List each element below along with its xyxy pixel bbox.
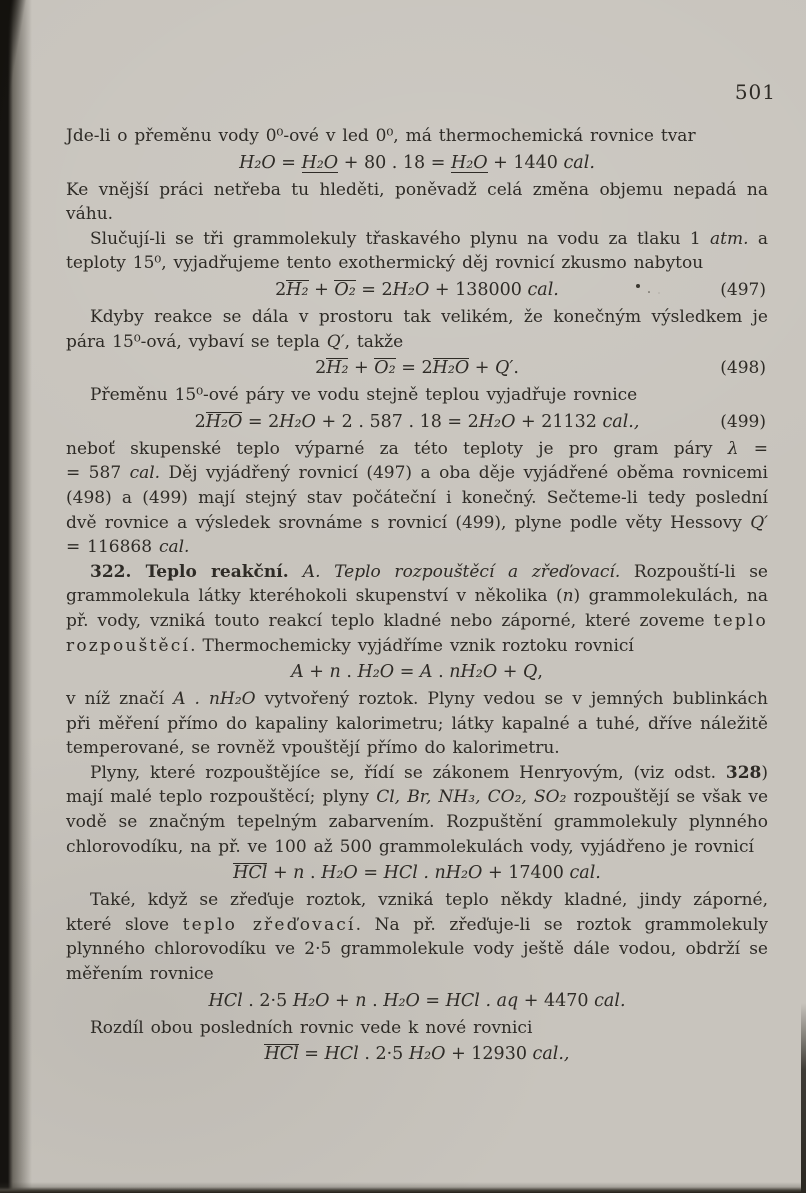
- equation-498: [66, 355, 768, 382]
- equation-499-formula: 2H₂O = 2H₂O + 2 . 587 . 18 = 2H₂O + 21132 cal.,: [194, 411, 640, 432]
- equation-498-formula: 2H₂ + O₂ = 2H₂O + Q′.: [315, 358, 519, 379]
- equation-499: [66, 409, 768, 436]
- paragraph-reaction-large-space: Kdyby reakce se dála v prostoru tak velikém, že konečným výsledkem je pára 15⁰-ová, vybaví se tepla Q′, takže: [66, 306, 768, 352]
- equation-hcl-solution-formula: HCl + n . H₂O = HCl . nH₂O + 17400 cal.: [233, 863, 601, 884]
- paragraph-three-grammolecules: Slučují-li se tři grammolekuly třaskavého plynu na vodu za tlaku 1 atm. a teploty 15⁰, vyjadřujeme tento exothermický děj rovnicí zkusmo nabytou: [66, 228, 768, 274]
- page-number: 501: [734, 80, 776, 104]
- equation-497-formula: 2H₂ + O₂ = 2H₂O + 138000 cal.: [275, 279, 559, 300]
- paragraph-dilution-heat: Také, když se zřeďuje roztok, vzniká teplo někdy kladné, jindy záporné, které slove teplo zřeďovací. Na př. zřeďuje-li se roztok grammolekuly plynného chlorovodíku ve 2·5 grammolekule vody ještě dále vodou, obdrží se měřením rovnice: [66, 890, 769, 985]
- equation-497-number: (497): [720, 279, 766, 300]
- scan-bottom-edge-shadow: [0, 1182, 806, 1193]
- equation-hcl-solution: [66, 860, 768, 887]
- equation-water-to-ice: [66, 150, 768, 177]
- equation-hcl-dilution-formula: HCl . 2·5 H₂O + n . H₂O = HCl . aq + 4470 cal.: [208, 990, 626, 1011]
- equation-498-number: (498): [720, 358, 766, 379]
- scan-left-edge-shadow: [0, 0, 34, 1193]
- equation-hcl-dilution: [66, 988, 768, 1015]
- scan-right-edge-line: [801, 1003, 806, 1193]
- paragraph-section-322: 322. Teplo reakční. A. Teplo rozpouštěcí a zřeďovací. Rozpouští-li se grammolekula látky kteréhokoli skupenství v několika (n) grammolekulách, na př. vody, vzniká touto reakcí teplo kladné nebo záporné, které zoveme teplo rozpouštěcí. Thermochemicky vyjádříme vznik roztoku rovnicí: [66, 561, 768, 656]
- paragraph-external-work: Ke vnější práci netřeba tu hleděti, poněvadž celá změna objemu nepadá na váhu.: [66, 179, 768, 225]
- text-block: [66, 124, 768, 1069]
- equation-497: [66, 277, 768, 304]
- paragraph-calorimeter: v níž značí A . nH₂O vytvořený roztok. Plyny vedou se v jemných bublinkách při měření přímo do kapaliny kalorimetru; látky kapalné a tuhé, dříve náležitě temperované, se rovněž vpouštějí přímo do kalorimetru.: [66, 689, 769, 759]
- equation-water-to-ice-formula: H₂O = H₂O + 80 . 18 = H₂O + 1440 cal.: [239, 152, 595, 173]
- paragraph-henry-law-gases: Plyny, které rozpouštějíce se, řídí se zákonem Henryovým, (viz odst. 328) mají malé teplo rozpouštěcí; plyny Cl, Br, NH₃, CO₂, SO₂ rozpouštějí se však ve vodě se značným tepelným zabarvením. Rozpuštění grammolekuly plynného chlorovodíku, na př. ve 100 až 500 grammolekulách vody, vyjádřeno je rovnicí: [66, 762, 769, 857]
- paragraph-difference: Rozdíl obou posledních rovnic vede k nové rovnici: [90, 1017, 533, 1038]
- paragraph-intro: Jde-li o přeměnu vody 0⁰-ové v led 0⁰, má thermochemická rovnice tvar: [66, 126, 696, 146]
- equation-hcl-total: [66, 1041, 768, 1068]
- equation-solution-general: [66, 659, 768, 686]
- paragraph-latent-heat-line: neboť skupenské teplo výparné za této teploty je pro gram páry λ =: [66, 438, 768, 459]
- equation-solution-general-formula: A + n . H₂O = A . nH₂O + Q,: [291, 662, 543, 683]
- paragraph-hess-law: = 587 cal. Děj vyjádřený rovnicí (497) a oba děje vyjádřené oběma rovnicemi (498) a (499) mají stejný stav počáteční i konečný. Sečteme-li tedy poslední dvě rovnice a výsledek srovnáme s rovnicí (499), plyne podle věty Hessovy Q′ = 116868 cal.: [66, 463, 768, 558]
- equation-499-number: (499): [720, 411, 766, 432]
- equation-hcl-total-formula: HCl = HCl . 2·5 H₂O + 12930 cal.,: [264, 1044, 570, 1065]
- paragraph-vapor-to-water: Přeměnu 15⁰-ové páry ve vodu stejně teplou vyjadřuje rovnice: [90, 385, 638, 406]
